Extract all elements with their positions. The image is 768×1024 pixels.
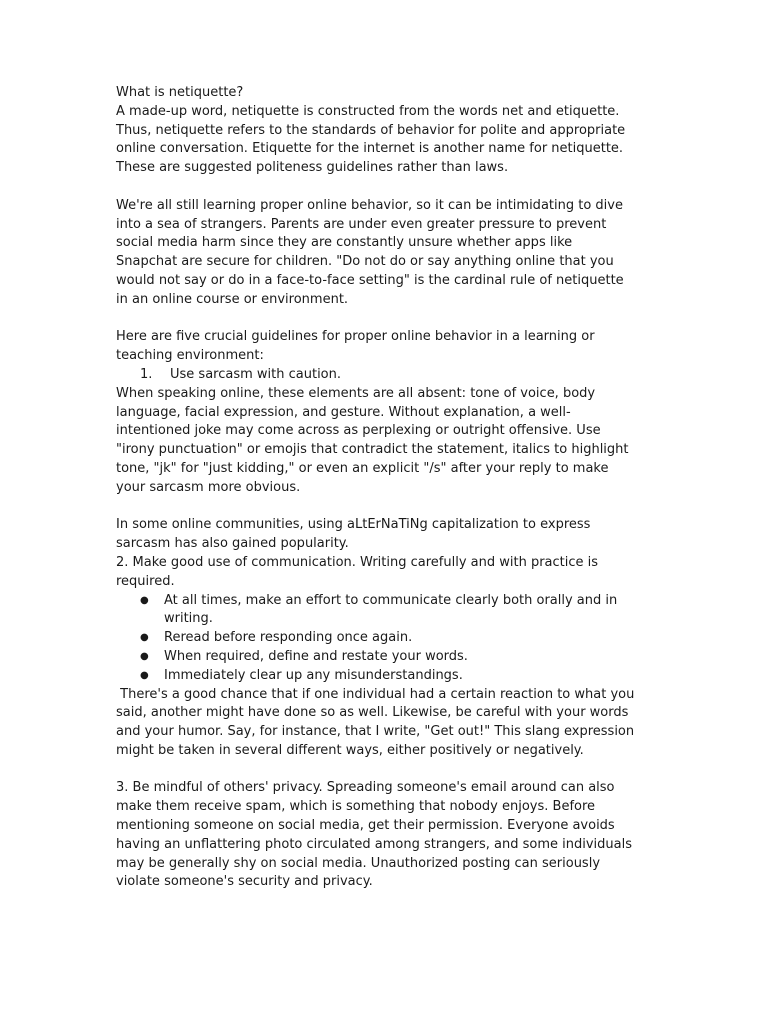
- guideline-2: 2. Make good use of communication. Writing carefully and with practice is required.: [116, 554, 599, 589]
- paragraph-sarcasm: When speaking online, these elements are all absent: tone of voice, body language, facial expression, and gesture. Without explanation, a well-intentioned joke may come across as perplexing or outright offensive. Use "irony punctuation" or emojis that contradict the statement, italics to highlight tone, "jk" for "just kidding," or even an explicit "/s" after your reply to make your sarcasm more obvious.: [116, 385, 629, 495]
- list-item: [116, 366, 636, 385]
- paragraph-capitalization: In some online communities, using aLtErNaTiNg capitalization to express sarcasm has also gained popularity.: [116, 517, 591, 552]
- paragraph-guidelines-intro: Here are five crucial guidelines for proper online behavior in a learning or teaching environment:: [116, 329, 595, 364]
- paragraph-reaction: There's a good chance that if one individual had a certain reaction to what you said, another might have done so as well. Likewise, be careful with your words and your humor. Say, for instance, that I write, "Get out!" This slang expression might be taken in several different ways, either positively or negatively.: [116, 686, 639, 758]
- spacer: [116, 310, 636, 329]
- list-item-label: When required, define and restate your words.: [164, 648, 468, 664]
- list-number: 1.: [140, 366, 153, 382]
- list-item-label: At all times, make an effort to communicate clearly both orally and in writing.: [164, 592, 618, 627]
- numbered-list: [116, 366, 636, 385]
- paragraph-online-behavior: We're all still learning proper online behavior, so it can be intimidating to dive into a sea of strangers. Parents are under even greater pressure to prevent social media harm since they are constantly unsure whether apps like Snapchat are secure for children. "Do not do or say anything online that you would not say or do in a face-to-face setting" is the cardinal rule of netiquette in an online course or environment.: [116, 197, 624, 307]
- heading: What is netiquette?: [116, 85, 244, 100]
- bullet-icon: ●: [140, 650, 149, 662]
- guideline-3: 3. Be mindful of others' privacy. Spreading someone's email around can also make them receive spam, which is something that nobody enjoys. Before mentioning someone on social media, get their permission. Everyone avoids having an unflattering photo circulated among strangers, and some individuals may be generally shy on social media. Unauthorized posting can seriously violate someone's security and privacy.: [116, 780, 633, 890]
- list-item: [116, 667, 636, 686]
- intro-paragraph: A made-up word, netiquette is constructed from the words net and etiquette. Thus, netiquette refers to the standards of behavior for polite and appropriate online conversation. Etiquette for the internet is another name for netiquette. These are suggested politeness guidelines rather than laws.: [116, 103, 626, 176]
- list-item-label: Use sarcasm with caution.: [170, 366, 341, 382]
- spacer: [116, 178, 636, 197]
- list-item: [116, 629, 636, 648]
- list-item-label: Reread before responding once again.: [164, 630, 413, 646]
- bullet-icon: ●: [140, 669, 149, 681]
- list-item-label: Immediately clear up any misunderstandings.: [164, 667, 463, 683]
- bullet-icon: ●: [140, 594, 149, 606]
- document-page: [116, 84, 639, 892]
- list-item: [116, 648, 636, 667]
- spacer: [116, 498, 636, 517]
- spacer: [116, 761, 636, 780]
- list-item: [116, 592, 636, 630]
- bullet-icon: ●: [140, 632, 149, 644]
- bullet-list: [116, 592, 636, 686]
